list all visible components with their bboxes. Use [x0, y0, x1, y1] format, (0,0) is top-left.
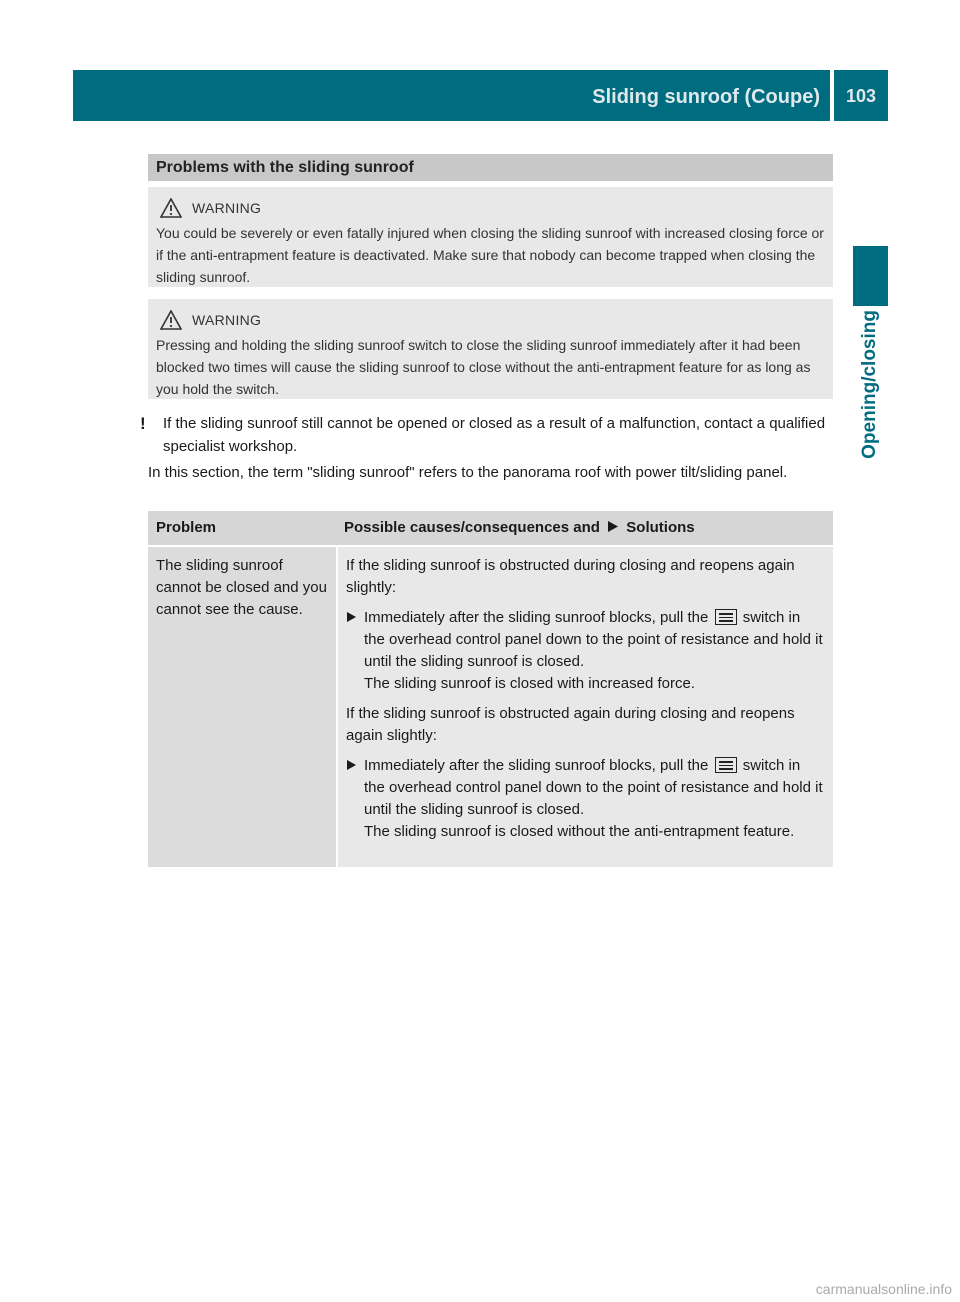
step-arrow-icon — [346, 755, 364, 843]
solution-cell — [338, 547, 833, 867]
table-header — [148, 511, 833, 545]
step-result: The sliding sunroof is closed without the anti-entrapment feature. — [364, 823, 795, 840]
solution-step: Immediately after the sliding sunroof blocks, pull the switch in the overhead control panel down to the point of resistance and hold it until the sliding sunroof is closed. The sliding sunroof is closed without the anti-entrapment feature. — [346, 755, 825, 843]
warning-label: WARNING — [192, 312, 262, 328]
header-solutions: Possible causes/consequences and Solutions — [344, 519, 695, 536]
header-problem: Problem — [156, 519, 217, 536]
warning-box-2 — [148, 299, 833, 399]
note — [140, 412, 835, 458]
chapter-label-wrap — [851, 310, 889, 510]
warning-box-1 — [148, 187, 833, 287]
header-bar — [73, 70, 830, 121]
section-title: Problems with the sliding sunroof — [148, 154, 833, 181]
watermark-footer: carmanualsonline.info — [815, 1281, 952, 1297]
warning-label: WARNING — [192, 200, 262, 216]
warning-triangle-icon — [160, 198, 182, 218]
solution-step: Immediately after the sliding sunroof blocks, pull the switch in the overhead control panel down to the point of resistance and hold it until the sliding sunroof is closed. The sliding sunroof is closed with increased force. — [346, 607, 825, 695]
solution-intro: If the sliding sunroof is obstructed again during closing and reopens again slightly: — [346, 705, 795, 744]
step-arrow-icon — [346, 607, 364, 695]
overhead-switch-icon — [715, 609, 737, 625]
arrow-right-icon — [607, 520, 619, 533]
solution-intro: If the sliding sunroof is obstructed during closing and reopens again slightly: — [346, 557, 795, 596]
warning-triangle-icon — [160, 310, 182, 330]
page-number: 103 — [845, 86, 877, 106]
chapter-label: Opening/closing — [859, 310, 880, 459]
header-title: Sliding sunroof (Coupe) — [592, 86, 820, 108]
note-exclamation-icon: ! — [140, 414, 146, 433]
step-result: The sliding sunroof is closed with increased force. — [364, 675, 695, 692]
problem-table — [148, 511, 833, 867]
problem-cell: The sliding sunroof cannot be closed and you cannot see the cause. — [148, 547, 336, 867]
chapter-tab — [853, 246, 888, 306]
overhead-switch-icon — [715, 757, 737, 773]
table-row — [148, 547, 833, 867]
note-text: If the sliding sunroof still cannot be opened or closed as a result of a malfunction, contact a qualified specialist workshop. — [163, 415, 826, 455]
intro-paragraph: In this section, the term "sliding sunroof" refers to the panorama roof with power tilt/sliding panel. — [148, 464, 788, 481]
warning-text: You could be severely or even fatally injured when closing the sliding sunroof with increased closing force or if the anti-entrapment feature is deactivated. Make sure that nobody can become trapped when closing the sliding sunroof. — [156, 225, 824, 285]
warning-text: Pressing and holding the sliding sunroof switch to close the sliding sunroof immediately after it had been blocked two times will cause the sliding sunroof to close without the anti-entrapment feature for as long as you hold the switch. — [156, 337, 811, 397]
page-number-box — [834, 70, 888, 121]
